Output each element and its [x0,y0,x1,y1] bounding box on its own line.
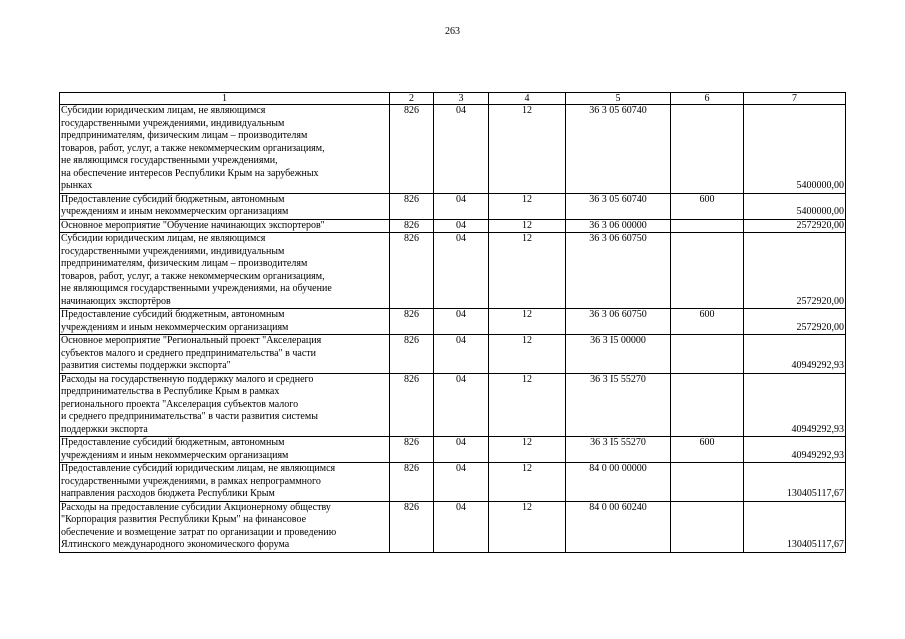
row-section-code: 04 [434,501,489,552]
row-section-code: 04 [434,335,489,374]
row-subsection-code: 12 [489,335,566,374]
header-cell-3: 3 [434,93,489,105]
table-row [60,105,846,194]
row-name: Расходы на предоставление субсидии Акционерному обществу "Корпорация развития Республики Крым" на финансовое обеспечение и возмещение затрат по организации и проведению Ялтинского международного экономического форума [60,501,390,552]
row-name: Предоставление субсидий бюджетным, автономным учреждениям и иным некоммерческим организациям [60,437,390,463]
row-target-article: 36 3 I5 00000 [566,335,671,374]
row-department-code: 826 [390,335,434,374]
row-subsection-code: 12 [489,437,566,463]
row-amount: 5400000,00 [744,193,846,219]
row-department-code: 826 [390,437,434,463]
row-amount: 40949292,93 [744,373,846,437]
row-expense-type [671,233,744,309]
row-department-code: 826 [390,219,434,233]
row-name: Предоставление субсидий юридическим лицам, не являющимся государственными учреждениями, в рамках непрограммного направления расходов бюджета Республики Крым [60,463,390,502]
row-expense-type [671,335,744,374]
row-expense-type [671,219,744,233]
row-subsection-code: 12 [489,309,566,335]
row-amount: 2572920,00 [744,309,846,335]
header-cell-6: 6 [671,93,744,105]
row-section-code: 04 [434,437,489,463]
row-department-code: 826 [390,309,434,335]
row-expense-type [671,463,744,502]
row-name: Основное мероприятие "Региональный проект "Акселерация субъектов малого и среднего предпринимательства" в части развития системы поддержки экспорта" [60,335,390,374]
row-section-code: 04 [434,193,489,219]
row-subsection-code: 12 [489,219,566,233]
row-target-article: 36 3 I5 55270 [566,373,671,437]
budget-table [59,92,846,553]
row-amount: 2572920,00 [744,219,846,233]
table-row [60,373,846,437]
row-department-code: 826 [390,193,434,219]
row-name: Предоставление субсидий бюджетным, автономным учреждениям и иным некоммерческим организациям [60,193,390,219]
header-row [60,93,846,105]
row-expense-type [671,501,744,552]
row-target-article: 36 3 05 60740 [566,193,671,219]
row-department-code: 826 [390,501,434,552]
row-target-article: 36 3 06 00000 [566,219,671,233]
table-row [60,463,846,502]
table-row [60,233,846,309]
table-row [60,437,846,463]
row-subsection-code: 12 [489,501,566,552]
row-amount: 5400000,00 [744,105,846,194]
row-amount: 40949292,93 [744,335,846,374]
row-target-article: 36 3 05 60740 [566,105,671,194]
header-cell-2: 2 [390,93,434,105]
row-department-code: 826 [390,233,434,309]
row-subsection-code: 12 [489,373,566,437]
row-amount: 130405117,67 [744,501,846,552]
header-cell-5: 5 [566,93,671,105]
row-target-article: 36 3 06 60750 [566,309,671,335]
row-target-article: 84 0 00 00000 [566,463,671,502]
table-row [60,309,846,335]
row-subsection-code: 12 [489,105,566,194]
table-row [60,501,846,552]
row-section-code: 04 [434,233,489,309]
row-amount: 2572920,00 [744,233,846,309]
row-expense-type: 600 [671,193,744,219]
row-target-article: 36 3 I5 55270 [566,437,671,463]
row-department-code: 826 [390,463,434,502]
row-section-code: 04 [434,373,489,437]
row-section-code: 04 [434,463,489,502]
table-row [60,335,846,374]
row-section-code: 04 [434,105,489,194]
row-name: Основное мероприятие "Обучение начинающих экспортеров" [60,219,390,233]
row-amount: 130405117,67 [744,463,846,502]
table-row [60,219,846,233]
row-department-code: 826 [390,105,434,194]
row-target-article: 36 3 06 60750 [566,233,671,309]
row-department-code: 826 [390,373,434,437]
row-name: Расходы на государственную поддержку малого и среднего предпринимательства в Республике Крым в рамках регионального проекта "Акселерация субъектов малого и среднего предпринимательства" в части развития системы поддержки экспорта [60,373,390,437]
header-cell-1: 1 [60,93,390,105]
page-number: 263 [445,26,460,37]
row-expense-type: 600 [671,437,744,463]
table-row [60,193,846,219]
header-cell-7: 7 [744,93,846,105]
row-name: Субсидии юридическим лицам, не являющимся государственными учреждениями, индивидуальным предпринимателям, физическим лицам – производителям товаров, работ, услуг, а также некоммерческим организациям, не являющимся государственными учреждениями, на обеспечение интересов Республики Крым на зарубежных рынках [60,105,390,194]
row-amount: 40949292,93 [744,437,846,463]
row-expense-type [671,373,744,437]
row-section-code: 04 [434,219,489,233]
row-section-code: 04 [434,309,489,335]
row-expense-type: 600 [671,309,744,335]
row-target-article: 84 0 00 60240 [566,501,671,552]
row-name: Субсидии юридическим лицам, не являющимся государственными учреждениями, индивидуальным предпринимателям, физическим лицам – производителям товаров, работ, услуг, а также некоммерческим организациям, не являющимся государственными учреждениями, на обучение начинающих экспортёров [60,233,390,309]
row-name: Предоставление субсидий бюджетным, автономным учреждениям и иным некоммерческим организациям [60,309,390,335]
header-cell-4: 4 [489,93,566,105]
row-subsection-code: 12 [489,463,566,502]
row-subsection-code: 12 [489,233,566,309]
row-subsection-code: 12 [489,193,566,219]
row-expense-type [671,105,744,194]
